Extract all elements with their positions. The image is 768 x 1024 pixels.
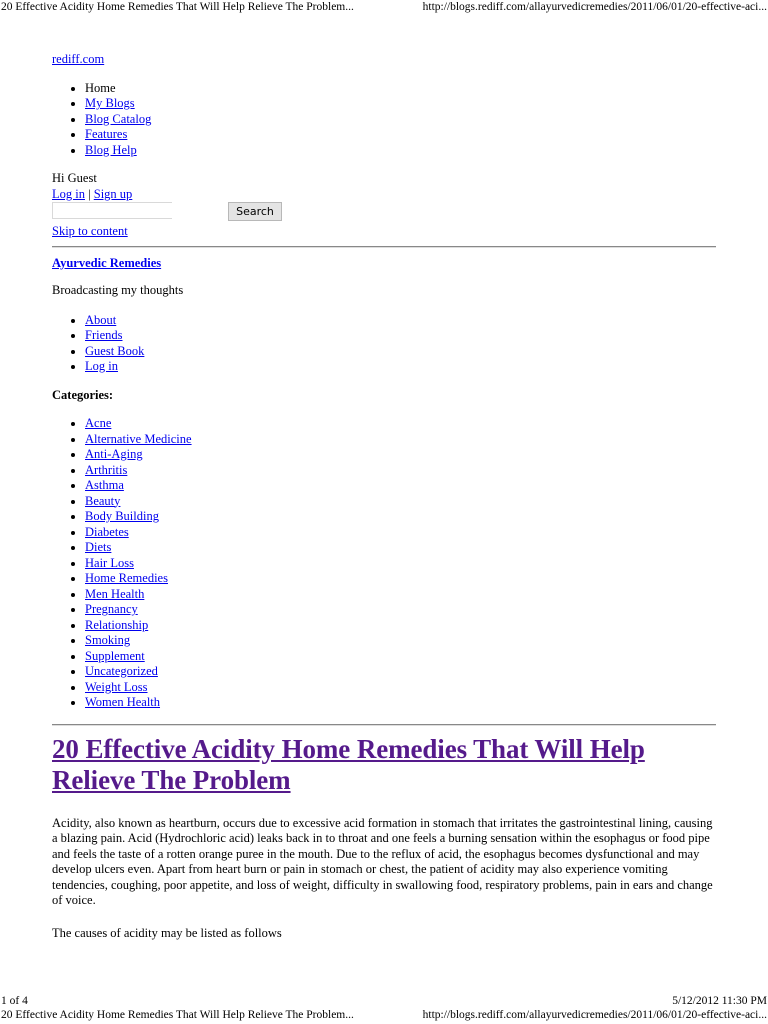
category-item xyxy=(85,509,716,525)
nav-link-blog-help[interactable]: Blog Help xyxy=(85,142,137,157)
category-link-acne[interactable]: Acne xyxy=(85,416,112,430)
page-link-about[interactable]: About xyxy=(85,312,117,327)
category-link-hair-loss[interactable]: Hair Loss xyxy=(85,555,134,570)
nav-item-features xyxy=(85,127,716,143)
nav-item-my-blogs xyxy=(85,96,716,112)
category-item xyxy=(85,540,716,556)
category-link-home-remedies[interactable]: Home Remedies xyxy=(85,571,168,585)
category-link-pregnancy[interactable]: Pregnancy xyxy=(85,602,138,616)
category-item xyxy=(85,587,716,603)
page-link-login[interactable]: Log in xyxy=(85,359,118,373)
category-item xyxy=(85,695,716,711)
content-divider xyxy=(52,724,716,726)
categories-heading: Categories: xyxy=(52,387,114,402)
category-link-relationship[interactable]: Relationship xyxy=(85,617,149,632)
category-link-diabetes[interactable]: Diabetes xyxy=(85,524,129,539)
skip-row xyxy=(52,224,716,240)
category-link-anti-aging[interactable]: Anti-Aging xyxy=(85,447,143,461)
page-nav xyxy=(52,313,716,375)
category-item xyxy=(85,664,716,680)
print-header-url: http://blogs.rediff.com/allayurvedicremedies/2011/06/01/20-effective-aci... xyxy=(422,1,767,13)
print-footer xyxy=(0,1008,768,1022)
header-divider xyxy=(52,246,716,248)
category-item xyxy=(85,602,716,618)
page-link-friends[interactable]: Friends xyxy=(85,328,123,342)
blog-title-link[interactable]: Ayurvedic Remedies xyxy=(52,255,162,270)
category-item xyxy=(85,633,716,649)
category-link-uncategorized[interactable]: Uncategorized xyxy=(85,664,158,678)
search-form xyxy=(52,202,716,222)
print-footer-url: http://blogs.rediff.com/allayurvedicremedies/2011/06/01/20-effective-aci... xyxy=(422,1009,767,1021)
categories-list xyxy=(52,416,716,711)
page-counter: 1 of 4 xyxy=(1,995,28,1007)
nav-link-my-blogs[interactable]: My Blogs xyxy=(85,96,135,110)
blog-tagline: Broadcasting my thoughts xyxy=(52,283,184,297)
user-greeting: Hi Guest xyxy=(52,171,97,185)
auth-links xyxy=(52,187,716,203)
category-item xyxy=(85,525,716,541)
category-link-women-health[interactable]: Women Health xyxy=(85,695,161,709)
category-item xyxy=(85,571,716,587)
category-item xyxy=(85,618,716,634)
nav-item-home: • Home xyxy=(85,81,716,97)
category-item xyxy=(85,432,716,448)
nav-item-blog-help xyxy=(85,143,716,159)
post-title-link[interactable]: 20 Effective Acidity Home Remedies That Will Help Relieve The Problem xyxy=(52,733,645,795)
category-link-diets[interactable]: Diets xyxy=(85,540,112,554)
post-paragraph-1: Acidity, also known as heartburn, occurs due to excessive acid formation in stomach that irritates the gastrointestinal lining, causing a blazing pain. Acid (Hydrochloric acid) leaks back in to throat and one feels a burning sensation within the esophagus or food pipe and feels the taste of a rotten orange puree in the mouth. Due to the reflux of acid, the esophagus becomes dysfunctional and may develop ulcers even. Apart from heart burn or pain in stomach or chest, the patient of acidity may also experience vomiting tendencies, coughing, poor appetite, and loss of weight, difficulty in swallowing food, respiratory problems, pain in ears and change of voice. xyxy=(52,815,713,907)
category-link-alternative-medicine[interactable]: Alternative Medicine xyxy=(85,431,192,446)
post-paragraph-2: The causes of acidity may be listed as follows xyxy=(52,925,282,940)
site-link-row xyxy=(52,52,716,68)
skip-to-content-link[interactable]: Skip to content xyxy=(52,224,128,238)
page-content xyxy=(52,52,716,958)
category-link-asthma[interactable]: Asthma xyxy=(85,478,124,492)
category-item xyxy=(85,447,716,463)
category-item xyxy=(85,649,716,665)
auth-separator: | xyxy=(84,186,94,201)
print-header xyxy=(0,0,768,14)
category-link-beauty[interactable]: Beauty xyxy=(85,493,121,508)
category-link-body-building[interactable]: Body Building xyxy=(85,509,159,523)
print-footer-title: 20 Effective Acidity Home Remedies That Will Help Relieve The Problem... xyxy=(1,1009,354,1021)
category-item xyxy=(85,556,716,572)
page-item-login xyxy=(85,359,716,375)
post-title xyxy=(52,734,716,796)
nav-item-blog-catalog xyxy=(85,112,716,128)
print-header-title: 20 Effective Acidity Home Remedies That Will Help Relieve The Problem... xyxy=(1,1,354,13)
nav-link-features[interactable]: Features xyxy=(85,127,128,141)
rediff-home-link[interactable]: rediff.com xyxy=(52,52,105,66)
print-datetime: 5/12/2012 11:30 PM xyxy=(672,995,767,1007)
page-item-guest-book xyxy=(85,344,716,360)
top-nav xyxy=(52,81,716,159)
category-item xyxy=(85,463,716,479)
category-link-weight-loss[interactable]: Weight Loss xyxy=(85,679,148,694)
nav-link-blog-catalog[interactable]: Blog Catalog xyxy=(85,111,152,126)
category-item xyxy=(85,494,716,510)
category-link-smoking[interactable]: Smoking xyxy=(85,633,131,647)
category-item xyxy=(85,478,716,494)
blog-title xyxy=(52,256,716,272)
page-item-friends xyxy=(85,328,716,344)
signup-link[interactable]: Sign up xyxy=(93,186,133,201)
category-item xyxy=(85,416,716,432)
category-link-supplement[interactable]: Supplement xyxy=(85,648,145,663)
category-link-arthritis[interactable]: Arthritis xyxy=(85,462,128,477)
search-button[interactable]: Search xyxy=(228,202,282,221)
login-link[interactable]: Log in xyxy=(52,186,85,201)
search-input[interactable] xyxy=(52,202,172,219)
page-item-about xyxy=(85,313,716,329)
category-item xyxy=(85,680,716,696)
category-link-men-health[interactable]: Men Health xyxy=(85,586,145,601)
print-footer-meta xyxy=(0,994,768,1008)
page-link-guest-book[interactable]: Guest Book xyxy=(85,343,145,358)
